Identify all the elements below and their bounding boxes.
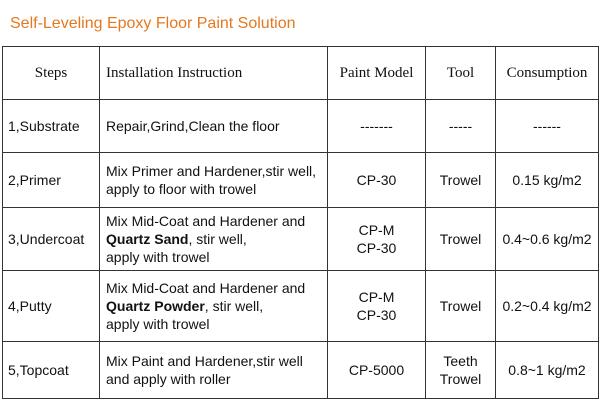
instruction-cell: [100, 153, 328, 208]
paint-model-line: CP-30: [356, 240, 397, 256]
instruction-bold-material: Quartz Sand: [106, 231, 189, 247]
consumption-cell: 0.15 kg/m2: [496, 153, 599, 208]
instruction-cell: [100, 342, 328, 399]
instruction-line: Mix Mid-Coat and Hardener and: [106, 213, 306, 229]
paint-model-line: CP-30: [356, 172, 397, 188]
instruction-line: [106, 297, 327, 315]
instruction-line: apply to floor with trowel: [106, 181, 257, 197]
instruction-line: Repair,Grind,Clean the floor: [106, 118, 280, 134]
instruction-cell: [100, 100, 328, 153]
instruction-cell: [100, 208, 328, 271]
paint-model-line: CP-M: [358, 222, 395, 238]
instruction-bold-material: Quartz Powder: [106, 298, 205, 314]
tool-line: Trowel: [439, 298, 482, 314]
consumption-cell: 0.2~0.4 kg/m2: [496, 271, 599, 342]
instruction-text: , stir well,: [204, 298, 264, 314]
paint-model-cell: [328, 208, 426, 271]
table-row: [3, 208, 599, 271]
paint-model-line: CP-M: [358, 289, 395, 305]
table-row: [3, 271, 599, 342]
tool-line: Teeth: [443, 353, 478, 369]
table-row: [3, 153, 599, 208]
tool-cell: [426, 342, 496, 399]
table-row: [3, 342, 599, 399]
consumption-cell: 0.4~0.6 kg/m2: [496, 208, 599, 271]
tool-cell: [426, 153, 496, 208]
tool-line: Trowel: [439, 172, 482, 188]
paint-model-cell: [328, 342, 426, 399]
step-cell: 3,Undercoat: [3, 208, 100, 271]
instruction-line: and apply with roller: [106, 371, 231, 387]
header-tool: Tool: [426, 47, 496, 100]
installation-table: [2, 46, 599, 399]
instruction-line: Mix Paint and Hardener,stir well: [106, 353, 303, 369]
instruction-line: Mix Mid-Coat and Hardener and: [106, 280, 306, 296]
table-header-row: [3, 47, 599, 100]
instruction-text: , stir well,: [188, 231, 247, 247]
instruction-line: apply with trowel: [106, 316, 210, 332]
header-steps: Steps: [3, 47, 100, 100]
step-cell: 5,Topcoat: [3, 342, 100, 399]
paint-model-line: CP-5000: [348, 362, 405, 378]
step-cell: 4,Putty: [3, 271, 100, 342]
paint-model-cell: [328, 153, 426, 208]
instruction-line: [106, 230, 327, 248]
tool-cell: [426, 271, 496, 342]
instruction-line: apply with trowel: [106, 249, 210, 265]
page-title: Self-Leveling Epoxy Floor Paint Solution: [10, 15, 296, 32]
table-row: [3, 100, 599, 153]
paint-model-cell: [328, 100, 426, 153]
paint-model-cell: [328, 271, 426, 342]
step-cell: 1,Substrate: [3, 100, 100, 153]
header-paint-model: Paint Model: [328, 47, 426, 100]
instruction-line: Mix Primer and Hardener,stir well,: [106, 163, 317, 179]
instruction-cell: [100, 271, 328, 342]
tool-line: Trowel: [439, 371, 482, 387]
tool-line: Trowel: [439, 231, 482, 247]
tool-line: -----: [448, 118, 473, 134]
step-cell: 2,Primer: [3, 153, 100, 208]
paint-model-line: CP-30: [356, 307, 397, 323]
paint-model-line: -------: [360, 118, 393, 134]
tool-cell: [426, 208, 496, 271]
consumption-cell: 0.8~1 kg/m2: [496, 342, 599, 399]
tool-cell: [426, 100, 496, 153]
header-consumption: Consumption: [496, 47, 599, 100]
header-instruction: Installation Instruction: [100, 47, 328, 100]
consumption-cell: ------: [496, 100, 599, 153]
